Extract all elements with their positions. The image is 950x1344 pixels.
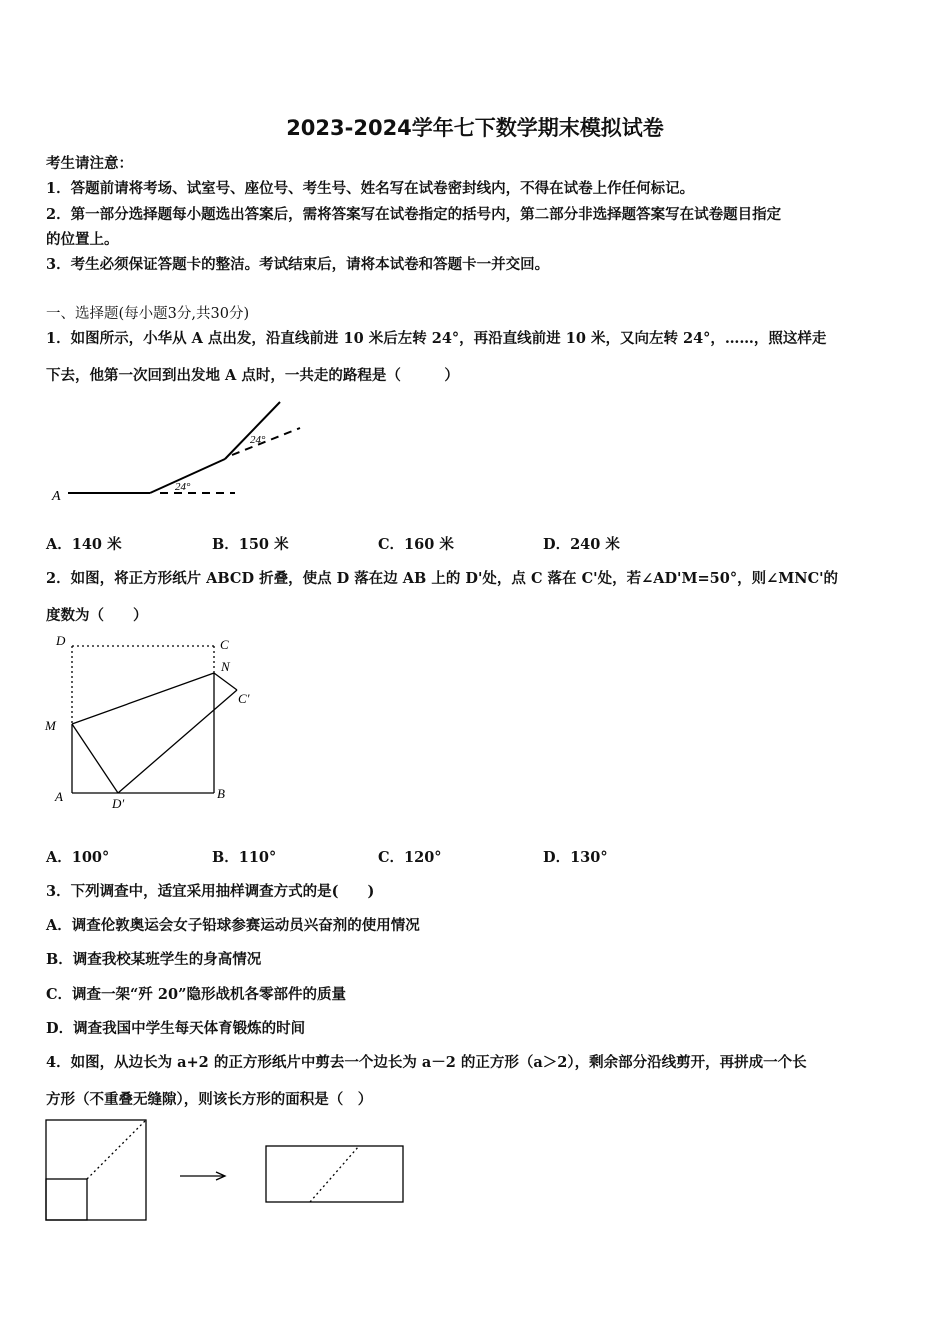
section-heading: 一、选择题(每小题3分,共30分) — [46, 306, 250, 322]
notice-item-2-cont: 的位置上。 — [46, 231, 119, 248]
notice-item-2: 2．第一部分选择题每小题选出答案后，需将答案写在试卷指定的括号内，第二部分非选择题答案写在试卷题目指定 — [46, 206, 782, 223]
notice-item-3: 3．考生必须保证答题卡的整洁。考试结束后，请将本试卷和答题卡一并交回。 — [46, 256, 550, 273]
q4-stem-line1: 4．如图，从边长为 a+2 的正方形纸片中剪去一个边长为 a－2 的正方形（a＞2），剩余部分沿线剪开，再拼成一个长 — [46, 1054, 807, 1071]
q4-rectangle — [266, 1146, 403, 1202]
q4-small-square — [46, 1179, 87, 1220]
q2-label-c: C — [220, 637, 229, 652]
q2-stem-line1: 2．如图，将正方形纸片 ABCD 折叠，使点 D 落在边 AB 上的 D'处，点 C 落在 C'处，若∠AD'M=50°，则∠MNC'的 — [46, 570, 839, 587]
q3-option-a[interactable]: A．调查伦敦奥运会女子铅球参赛运动员兴奋剂的使用情况 — [46, 917, 420, 934]
q1-angle-1: 24° — [175, 481, 191, 493]
q1-label-a: A — [52, 489, 61, 504]
page-title: 2023-2024学年七下数学期末模拟试卷 — [286, 116, 664, 140]
q1-option-a[interactable]: A．140 米 — [46, 536, 122, 553]
q3-option-c[interactable]: C．调查一架“歼 20”隐形战机各零部件的质量 — [46, 986, 346, 1003]
q2-option-d[interactable]: D．130° — [543, 849, 608, 866]
q2-label-d-prime: D′ — [112, 796, 125, 811]
q2-label-n: N — [221, 659, 230, 674]
q2-option-a[interactable]: A．100° — [46, 849, 110, 866]
q1-stem-line2: 下去，他第一次回到出发地 A 点时，一共走的路程是（ ） — [46, 367, 459, 384]
q2-option-c[interactable]: C．120° — [378, 849, 442, 866]
q3-option-d[interactable]: D．调查我国中学生每天体育锻炼的时间 — [46, 1020, 306, 1037]
q1-option-d[interactable]: D．240 米 — [543, 536, 620, 553]
q2-label-m: M — [45, 718, 56, 733]
q3-option-b[interactable]: B．调查我校某班学生的身高情况 — [46, 951, 262, 968]
notice-heading: 考生请注意： — [46, 155, 133, 172]
q2-label-a: A — [55, 789, 63, 804]
q1-angle-2: 24° — [250, 434, 266, 446]
q1-stem-line1: 1．如图所示，小华从 A 点出发，沿直线前进 10 米后左转 24°，再沿直线前进 10 米，又向左转 24°，……，照这样走 — [46, 330, 827, 347]
q1-option-b[interactable]: B．150 米 — [212, 536, 289, 553]
q4-cut-line-2 — [310, 1146, 359, 1202]
q4-cut-line-1 — [87, 1120, 146, 1179]
notice-item-1: 1．答题前请将考场、试室号、座位号、考生号、姓名写在试卷密封线内，不得在试卷上作任何标记。 — [46, 180, 695, 197]
q2-stem-line2: 度数为（ ） — [46, 607, 148, 624]
q2-label-b: B — [217, 786, 225, 801]
q2-label-d: D — [56, 633, 66, 648]
q3-stem: 3．下列调查中，适宜采用抽样调查方式的是( ) — [46, 883, 375, 900]
q1-option-c[interactable]: C．160 米 — [378, 536, 454, 553]
q4-stem-line2: 方形（不重叠无缝隙），则该长方形的面积是（ ） — [46, 1091, 373, 1108]
q2-option-b[interactable]: B．110° — [212, 849, 277, 866]
q2-label-c-prime: C′ — [238, 691, 250, 706]
q4-big-square — [46, 1120, 146, 1220]
